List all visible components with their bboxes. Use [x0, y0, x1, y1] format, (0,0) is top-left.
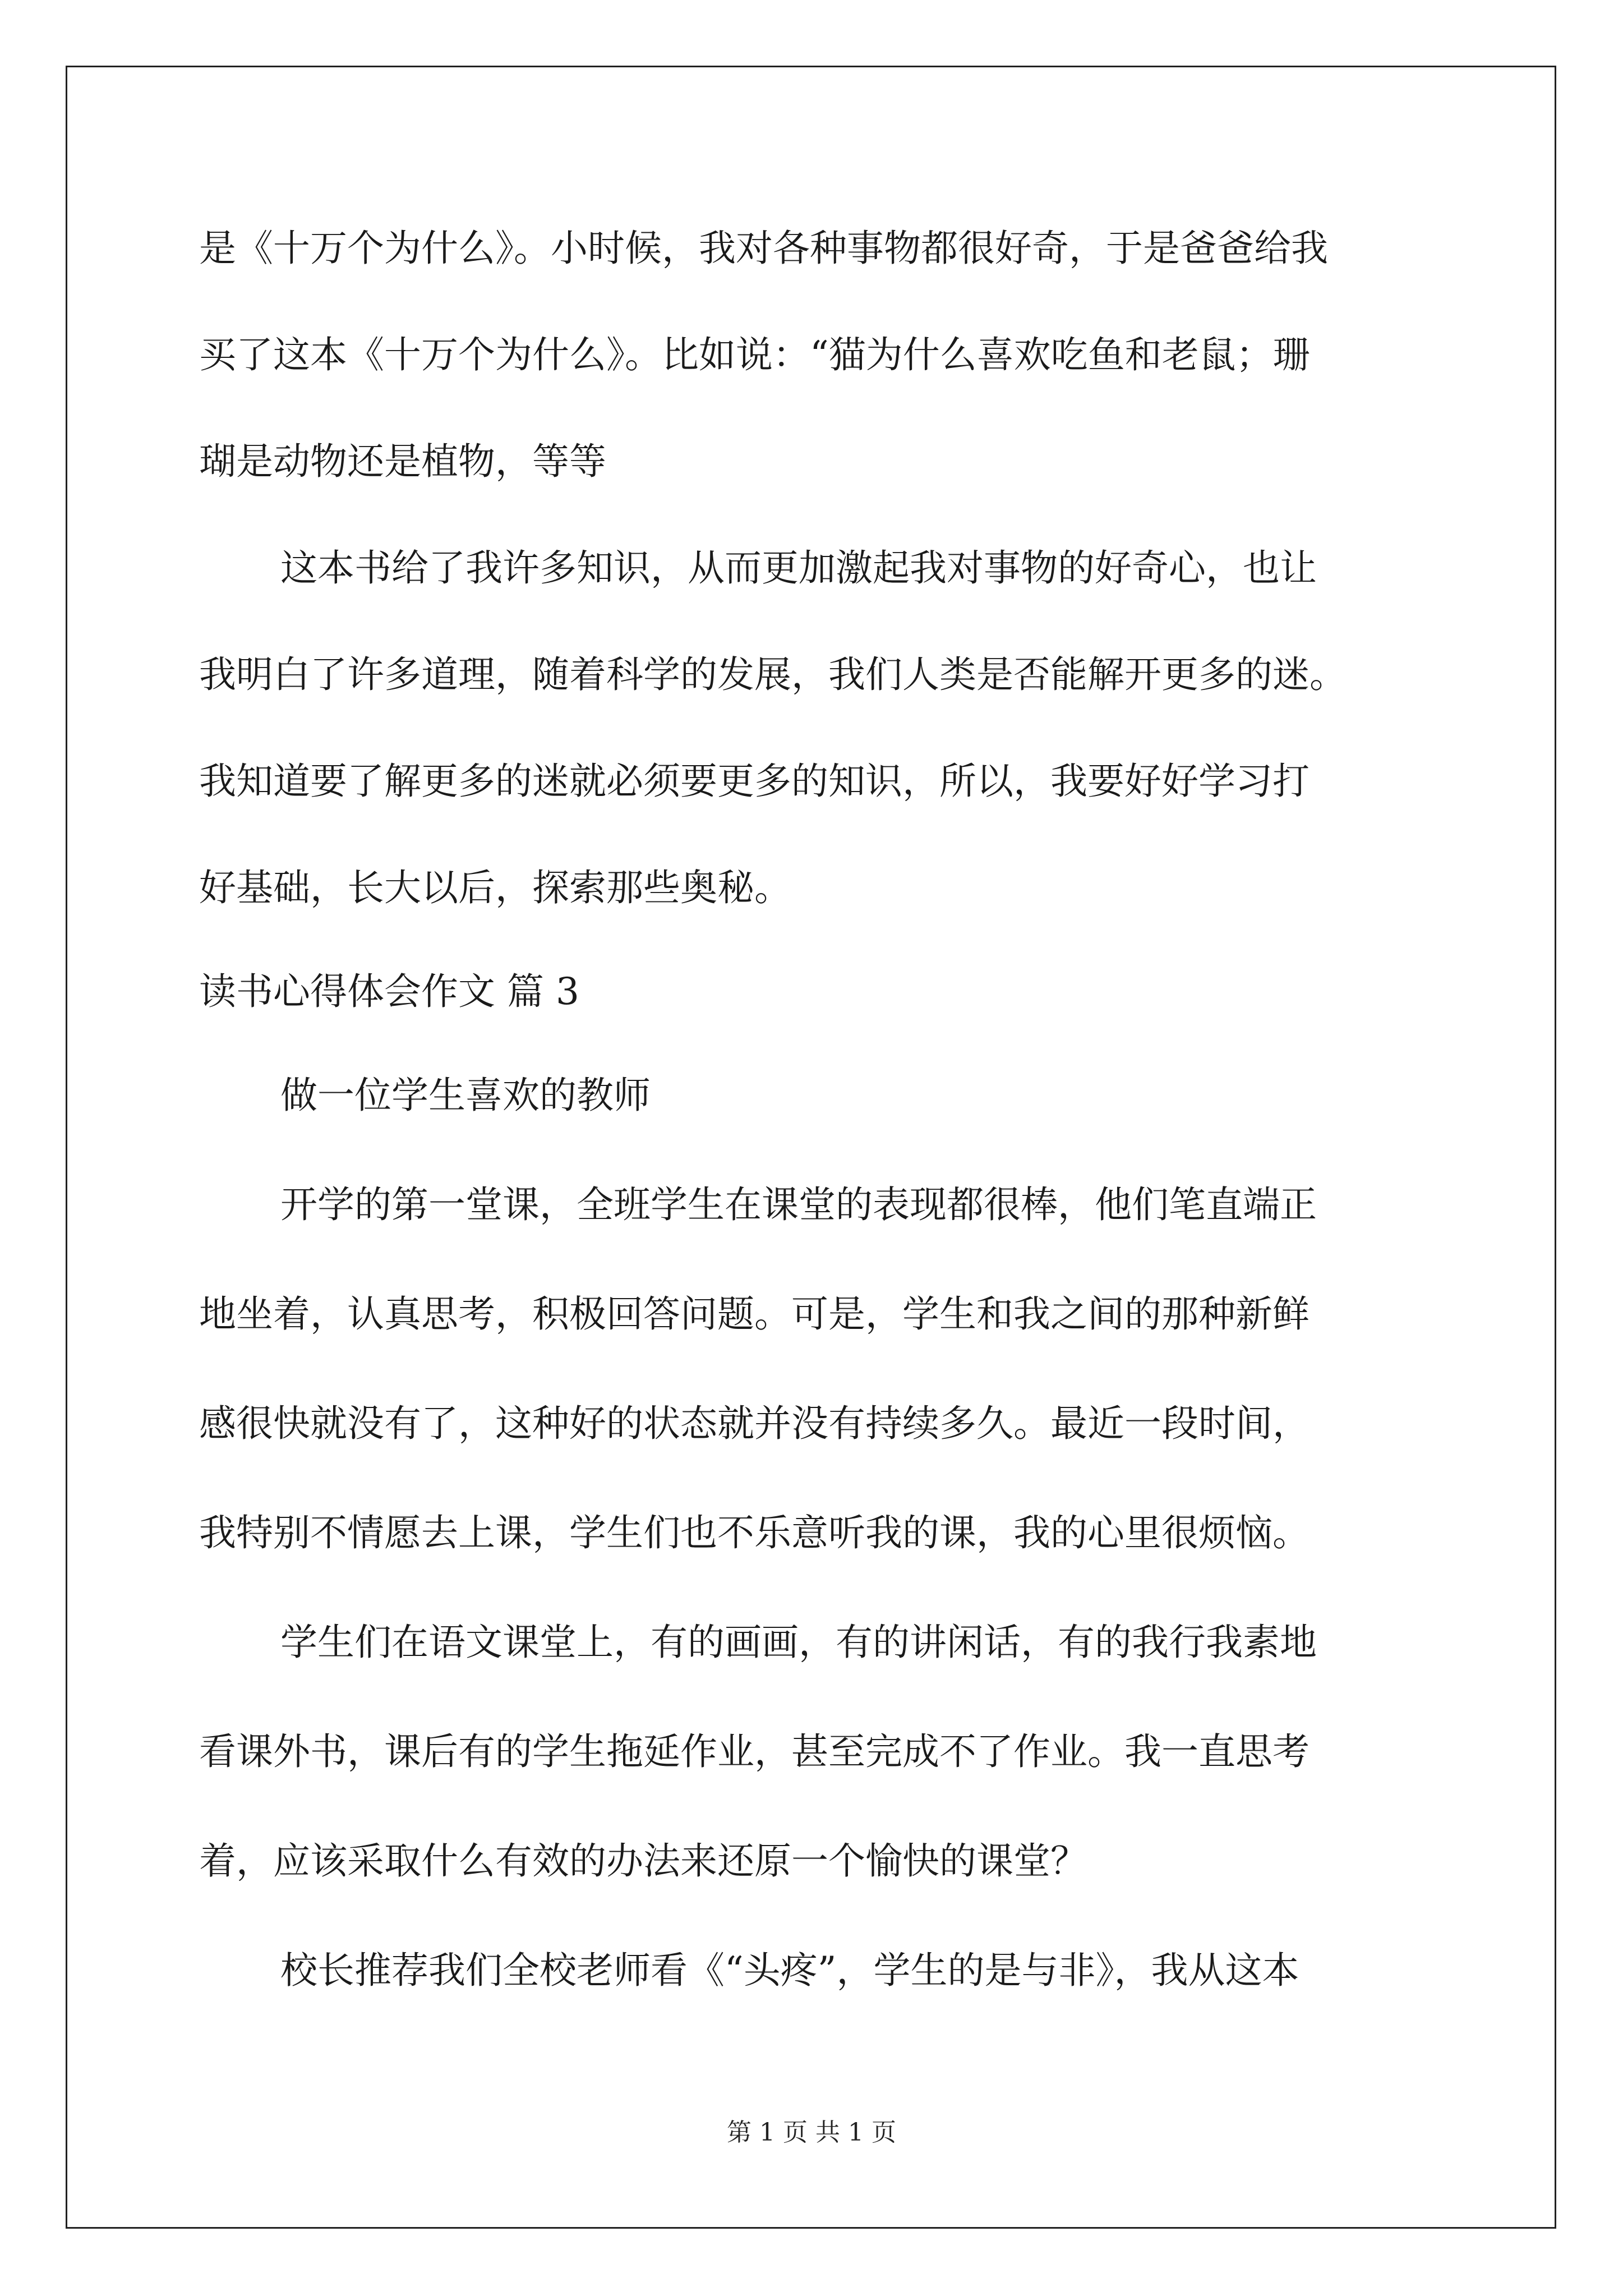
body-line: 地坐着，认真思考，积极回答问题。可是，学生和我之间的那种新鲜 [199, 1292, 1310, 1336]
page-border [66, 66, 1556, 2229]
paragraph-first-line: 这本书给了我许多知识，从而更加激起我对事物的好奇心，也让 [280, 546, 1317, 590]
body-line: 感很快就没有了，这种好的状态就并没有持续多久。最近一段时间， [199, 1402, 1310, 1445]
body-line: 瑚是动物还是植物，等等 [199, 440, 606, 483]
article-title: 做一位学生喜欢的教师 [280, 1074, 651, 1117]
body-line: 我特别不情愿去上课，学生们也不乐意听我的课，我的心里很烦恼。 [199, 1511, 1310, 1554]
paragraph-first-line: 开学的第一堂课，全班学生在课堂的表现都很棒，他们笔直端正 [280, 1183, 1317, 1226]
body-line: 好基础，长大以后，探索那些奥秘。 [199, 866, 791, 909]
body-line: 我知道要了解更多的迷就必须要更多的知识，所以，我要好好学习打 [199, 760, 1310, 803]
paragraph-first-line: 校长推荐我们全校老师看《“头疼”，学生的是与非》，我从这本 [280, 1949, 1299, 1992]
body-line: 买了这本《十万个为什么》。比如说：“猫为什么喜欢吃鱼和老鼠；珊 [199, 333, 1310, 376]
body-line: 看课外书，课后有的学生拖延作业，甚至完成不了作业。我一直思考 [199, 1730, 1310, 1773]
paragraph-first-line: 学生们在语文课堂上，有的画画，有的讲闲话，有的我行我素地 [280, 1621, 1317, 1664]
body-line: 着，应该采取什么有效的办法来还原一个愉快的课堂？ [199, 1839, 1087, 1883]
section-heading: 读书心得体会作文 篇 3 [199, 970, 579, 1013]
page-number-footer: 第 1 页 共 1 页 [727, 2118, 896, 2147]
body-line: 是《十万个为什么》。小时候，我对各种事物都很好奇，于是爸爸给我 [199, 227, 1328, 270]
body-line: 我明白了许多道理，随着科学的发展，我们人类是否能解开更多的迷。 [199, 653, 1347, 696]
